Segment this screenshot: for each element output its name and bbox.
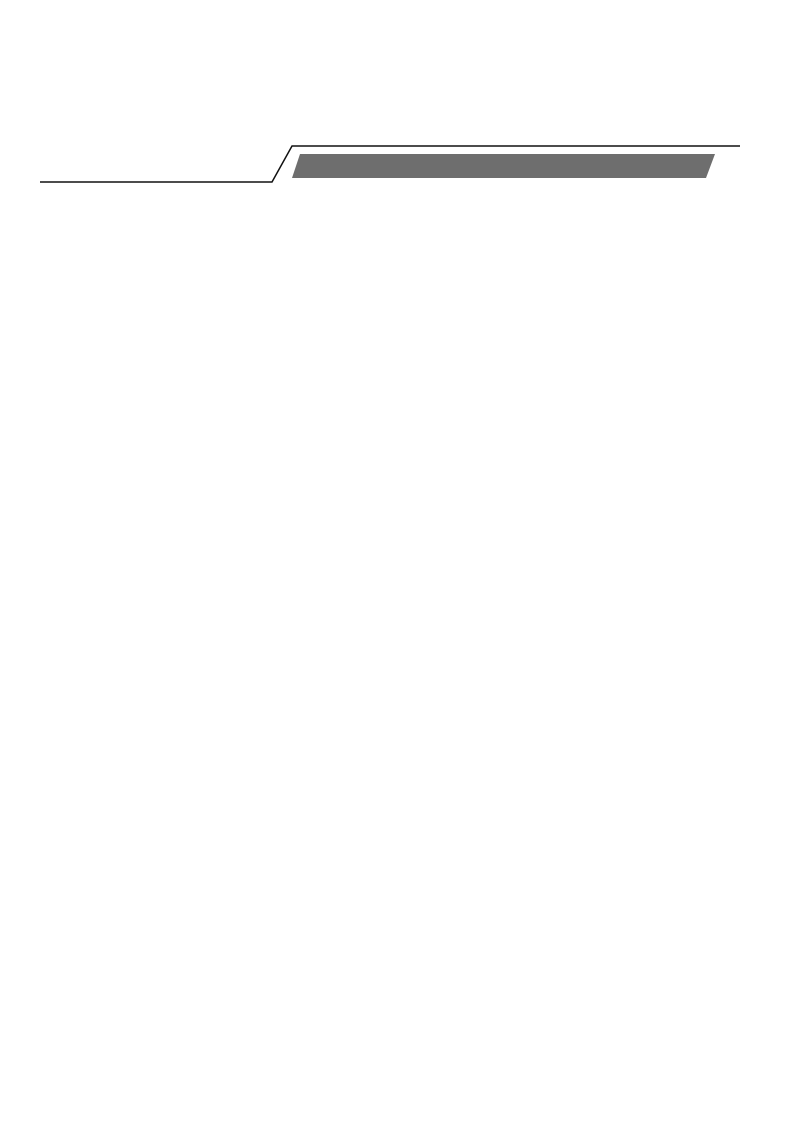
header-decoration bbox=[0, 0, 800, 200]
